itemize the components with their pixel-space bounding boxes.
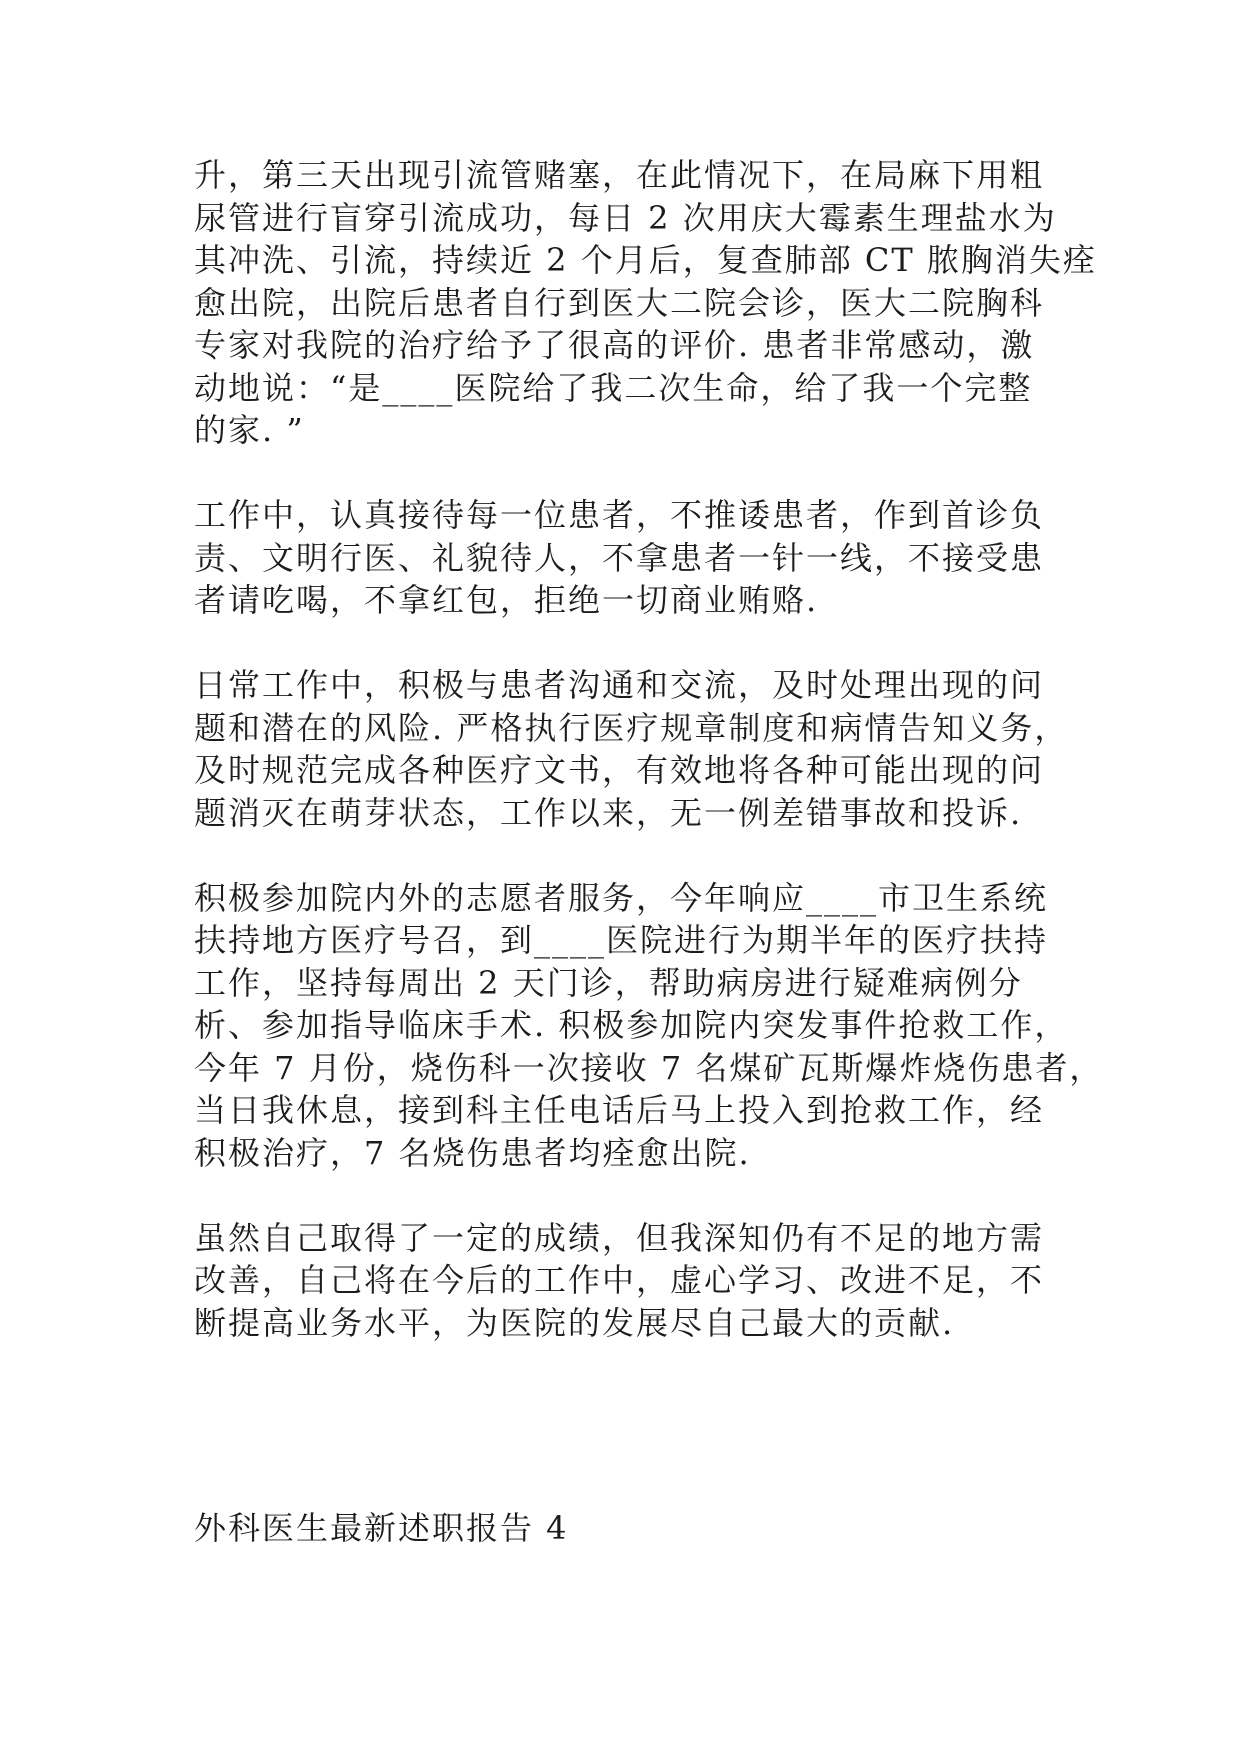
text-line: 动地说：“是____医院给了我二次生命，给了我一个完整	[194, 368, 1033, 407]
paragraph-3	[194, 664, 1069, 834]
text-line: 积极治疗，7 名烧伤患者均痊愈出院.	[194, 1133, 751, 1172]
text-line: 断提高业务水平，为医院的发展尽自己最大的贡献.	[194, 1303, 955, 1342]
text-line: 扶持地方医疗号召，到____医院进行为期半年的医疗扶持	[194, 921, 1049, 959]
text-line: 日常工作中，积极与患者沟通和交流，及时处理出现的问	[194, 666, 1045, 704]
paragraph-1	[194, 154, 1097, 452]
text-line: 题和潜在的风险. 严格执行医疗规章制度和病情告知义务，	[194, 708, 1069, 747]
document-body	[194, 154, 1104, 1387]
text-line: 积极参加院内外的志愿者服务，今年响应____市卫生系统	[194, 878, 1049, 917]
text-line: 今年 7 月份，烧伤科一次接收 7 名煤矿瓦斯爆炸烧伤患者，	[194, 1048, 1104, 1087]
text-line: 尿管进行盲穿引流成功，每日 2 次用庆大霉素生理盐水为	[194, 198, 1057, 237]
text-line: 题消灭在萌芽状态，工作以来，无一例差错事故和投诉.	[194, 793, 1023, 832]
text-line: 析、参加指导临床手术. 积极参加院内突发事件抢救工作，	[194, 1006, 1069, 1044]
paragraph-5	[194, 1217, 1054, 1345]
section-heading: 外科医生最新述职报告 4	[194, 1509, 569, 1547]
text-line: 工作，坚持每周出 2 天门诊，帮助病房进行疑难病例分	[194, 963, 1023, 1002]
text-line: 当日我休息，接到科主任电话后马上投入到抢救工作，经	[194, 1091, 1045, 1129]
text-line: 其冲洗、引流，持续近 2 个月后，复查肺部 CT 脓胸消失痊	[194, 241, 1097, 279]
text-line: 升，第三天出现引流管赌塞，在此情况下，在局麻下用粗	[194, 156, 1045, 194]
text-line: 者请吃喝，不拿红包，拒绝一切商业贿赂.	[194, 581, 819, 619]
text-line: 责、文明行医、礼貌待人，不拿患者一针一线，不接受患	[194, 538, 1045, 577]
text-line: 及时规范完成各种医疗文书，有效地将各种可能出现的问	[194, 751, 1045, 789]
text-line: 改善，自己将在今后的工作中，虚心学习、改进不足，不	[194, 1261, 1045, 1299]
text-line: 愈出院，出院后患者自行到医大二院会诊，医大二院胸科	[194, 283, 1045, 322]
text-line: 专家对我院的治疗给予了很高的评价. 患者非常感动，激	[194, 326, 1035, 364]
paragraph-2	[194, 494, 1054, 622]
paragraph-4	[194, 877, 1104, 1175]
text-line: 工作中，认真接待每一位患者，不推诿患者，作到首诊负	[194, 496, 1045, 534]
text-line: 虽然自己取得了一定的成绩，但我深知仍有不足的地方需	[194, 1218, 1045, 1257]
text-line: 的家. ”	[194, 411, 305, 449]
